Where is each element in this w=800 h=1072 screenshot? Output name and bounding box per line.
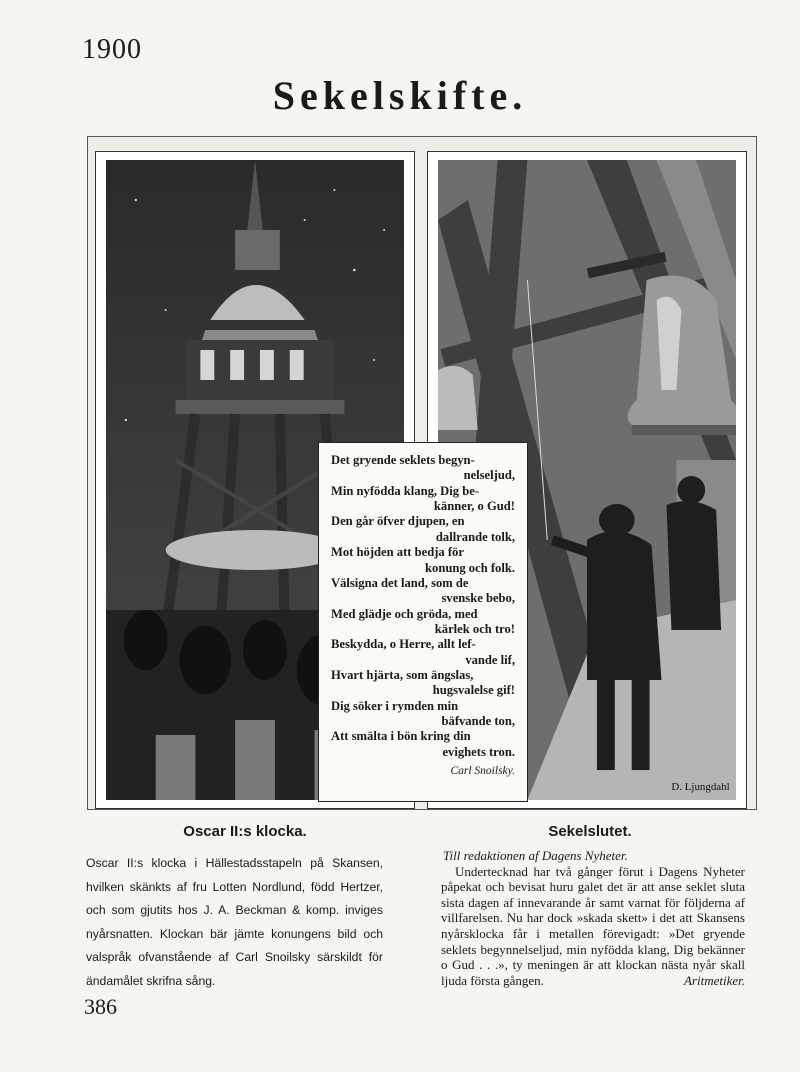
poem-line-continuation: svenske bebo, — [441, 591, 515, 606]
poem-line-continuation: konung och folk. — [425, 560, 515, 575]
poem-line: Den går öfver djupen, en — [331, 514, 465, 529]
left-column-heading: Oscar II:s klocka. — [183, 823, 307, 840]
letter-address: Till redaktionen af Dagens Nyheter. — [443, 848, 628, 863]
poem-line: Med glädje och gröda, med — [331, 606, 478, 621]
right-column-heading: Sekelslutet. — [548, 823, 632, 840]
illustration-frame — [87, 136, 757, 810]
poem-line: Dig söker i rymden min — [331, 698, 459, 713]
poem-line-continuation: dallrande tolk, — [435, 529, 515, 544]
poem-line: Beskydda, o Herre, allt lef- — [331, 637, 476, 652]
poem-line-continuation: känner, o Gud! — [433, 499, 515, 514]
poem-line: Hvart hjärta, som ängslas, — [331, 668, 474, 683]
poem-author: Carl Snoilsky. — [450, 765, 515, 778]
left-column-text: Oscar II:s klocka i Hällestadsstapeln på Skansen, hvilken skänkts af fru Lotten Nordlund, född Hertzer, och som gjutits hos J. A. Beckman & komp. inviges nyårsnatten. Klockan bär jämte konungens bild och valspråk ofvanstående af Carl Snoilsky särskildt för ändamålet skrifna sång. — [86, 856, 383, 988]
page-year: 1900 — [82, 34, 142, 65]
poem-line-continuation: vande lif, — [465, 652, 515, 667]
poem-line: Att smälta i bön kring din — [331, 729, 471, 744]
page-title: Sekelskifte. — [272, 73, 528, 118]
artist-signature: D. Ljungdahl — [671, 780, 730, 794]
poem-line: Min nyfödda klang, Dig be- — [331, 483, 480, 498]
poem-line-continuation: evighets tron. — [442, 744, 515, 759]
letter-body: Undertecknad har två gånger förut i Dagens Nyheter påpekat och bevisat huru galet det är att anse seklet sluta sista dagen af innevarande år samt varnat för följderna af villfarelsen. Nu har dock »skada skett» i det att Skansens nyårsklocka får i metallen förevigadt: »Det gryende seklets begynnelseljud, min nyfödda klang, Dig bekänner o Gud . . .», ty meningen är att klockan nästa nyår skall ljuda första gången. — [441, 863, 745, 988]
poem-line-continuation: bäfvande ton, — [441, 714, 515, 729]
poem-line-continuation: nelseljud, — [463, 468, 515, 483]
poem-box — [318, 442, 528, 802]
page-number: 386 — [84, 994, 117, 1019]
letter-signature: Aritmetiker. — [683, 973, 745, 989]
poem-line: Välsigna det land, som de — [331, 575, 469, 590]
poem-line-continuation: kärlek och tro! — [434, 621, 515, 636]
poem-line-continuation: hugsvalelse gif! — [432, 683, 515, 698]
poem-line: Mot höjden att bedja för — [331, 545, 464, 560]
poem-line: Det gryende seklets begyn- — [331, 453, 475, 467]
right-column-text — [441, 848, 745, 989]
poem-lines — [331, 453, 515, 760]
